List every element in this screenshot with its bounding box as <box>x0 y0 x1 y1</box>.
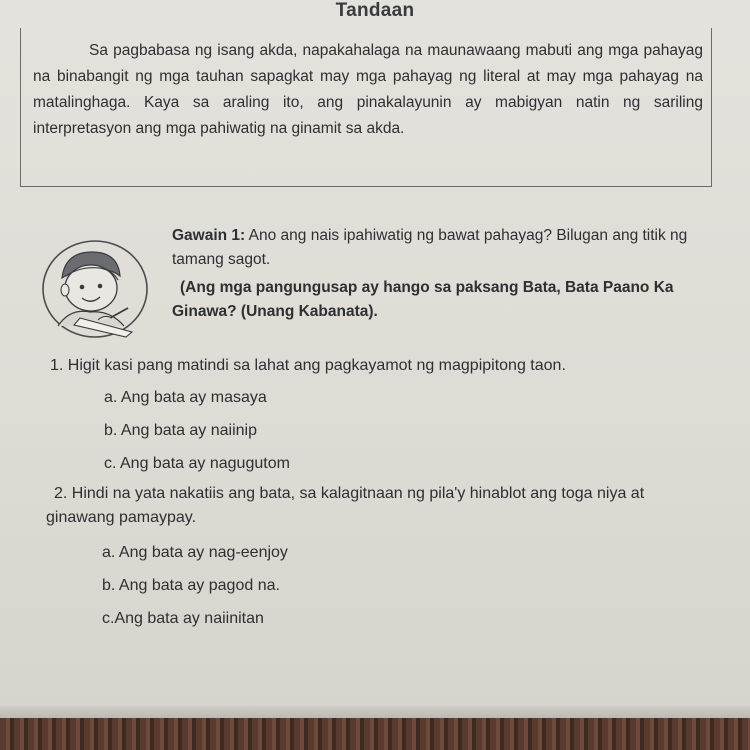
activity-instruction-text: Ano ang nais ipahiwatig ng bawat pahayag? Bilugan ang titik ng tamang sagot. <box>172 227 688 268</box>
child-writing-illustration <box>40 238 150 340</box>
question-1-option-a: a. Ang bata ay masaya <box>104 389 267 406</box>
activity-source: (Ang mga pangungusap ay hango sa paksang Bata, Bata Paano Ka Ginawa? (Unang Kabanata). <box>172 279 674 320</box>
section-heading: Tandaan <box>335 0 415 21</box>
reminder-text: Sa pagbabasa ng isang akda, napakahalaga na maunawaang mabuti ang mga pahayag na binabangit ng mga tauhan sapagkat may mga pahayag ng literal at may mga pahayag na matalinghaga. Kaya sa araling ito, ang pinakalayunin ay mabigyan natin ng sariling interpretasyon ang mga pahiwatig na ginamit sa akda. <box>33 42 703 137</box>
question-2-option-c: c.Ang bata ay naiinitan <box>102 610 264 627</box>
question-2: 2. Hindi na yata nakatiis ang bata, sa kalagitnaan ng pila'y hinablot ang toga niya at ginawang pamaypay. <box>46 485 645 526</box>
question-2-option-b: b. Ang bata ay pagod na. <box>102 577 280 594</box>
question-1-option-b: b. Ang bata ay naiinip <box>104 422 258 439</box>
question-2-option-a: a. Ang bata ay nag-eenjoy <box>102 544 288 561</box>
table-surface <box>0 718 750 750</box>
activity-label: Gawain 1: <box>172 227 246 244</box>
question-1-option-c: c. Ang bata ay nagugutom <box>104 455 290 472</box>
question-1: 1. Higit kasi pang matindi sa lahat ang pagkayamot ng magpipitong taon. <box>50 357 566 374</box>
reminder-box <box>20 28 712 187</box>
activity-instruction <box>172 224 688 272</box>
